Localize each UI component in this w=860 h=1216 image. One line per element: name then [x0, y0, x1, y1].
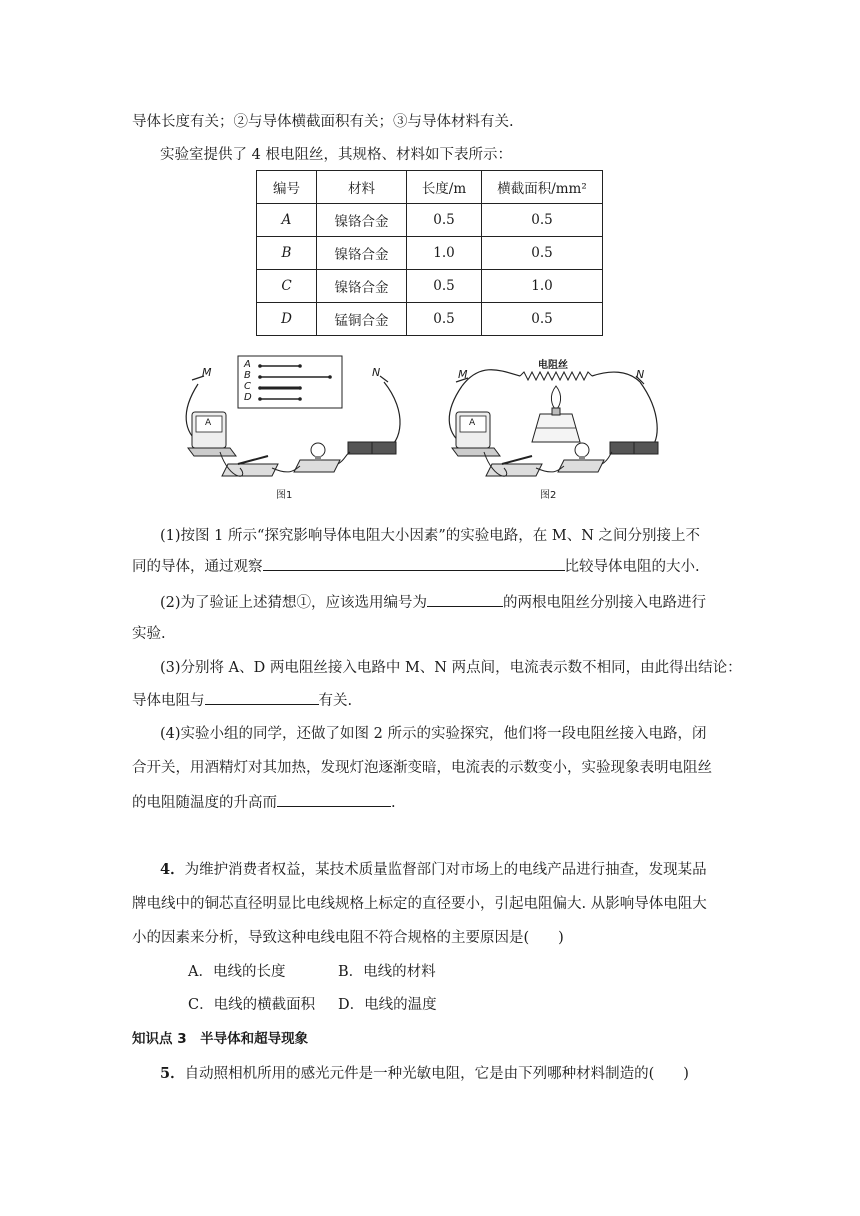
circuit-diagram-1: [180, 352, 420, 502]
table-cell: 镍铬合金: [317, 237, 407, 270]
header-cell: 编号: [257, 171, 317, 204]
question-3-text-a: 导体电阻与: [132, 693, 205, 709]
question-1-line-2: [132, 556, 700, 577]
question-3-line-1: (3)分别将 A、D 两电阻丝接入电路中 M、N 两点间，电流表示数不相同，由此得出结论：: [160, 660, 742, 676]
table-row: [257, 303, 603, 336]
header-cell: 材料: [317, 171, 407, 204]
question-4-line-1: (4)实验小组的同学，还做了如图 2 所示的实验探究，他们将一段电阻丝接入电路，闭: [160, 726, 707, 742]
resistor-label: 电阻丝: [538, 360, 568, 371]
problem-5-text: 自动照相机所用的感光元件是一种光敏电阻，它是由下列哪种材料制造的( ): [184, 1066, 689, 1082]
table-cell: 0.5: [482, 204, 603, 237]
ammeter-label: A: [469, 418, 476, 428]
question-3-line-2: [132, 690, 352, 711]
table-cell: C: [257, 270, 317, 303]
question-1-text-b: 比较导体电阻的大小.: [564, 559, 700, 575]
spec-table: [256, 170, 603, 336]
table-row: [257, 237, 603, 270]
table-cell: 0.5: [482, 237, 603, 270]
problem-4-line-1: [160, 860, 707, 880]
ammeter-label: A: [205, 418, 212, 428]
header-cell: 横截面积/mm²: [482, 171, 603, 204]
wire-label: C: [244, 381, 251, 392]
question-2-line-2: 实验.: [132, 626, 166, 642]
table-row: [257, 204, 603, 237]
option-c[interactable]: C．电线的横截面积: [188, 997, 316, 1013]
wire-label: A: [244, 359, 251, 370]
answer-blank[interactable]: [205, 690, 319, 705]
table-cell: 镍铬合金: [317, 204, 407, 237]
table-cell: 锰铜合金: [317, 303, 407, 336]
question-1-line-1: (1)按图 1 所示“探究影响导体电阻大小因素”的实验电路，在 M、N 之间分别接上不: [160, 528, 701, 544]
option-b[interactable]: B．电线的材料: [338, 964, 436, 980]
option-a[interactable]: A．电线的长度: [188, 964, 286, 980]
option-d[interactable]: D．电线的温度: [338, 997, 437, 1013]
header-cell: 长度/m: [407, 171, 482, 204]
problem-number: 4．: [160, 861, 185, 878]
question-2-text-b: 的两根电阻丝分别接入电路进行: [503, 595, 707, 611]
figure-2: [440, 352, 680, 502]
terminal-m-label: M: [202, 366, 212, 379]
figure-1: [180, 352, 420, 502]
table-cell: 镍铬合金: [317, 270, 407, 303]
problem-number: 5．: [160, 1065, 185, 1082]
problem-4-line-3: 小的因素来分析，导致这种电线电阻不符合规格的主要原因是( ): [132, 930, 564, 946]
table-cell: 1.0: [482, 270, 603, 303]
question-2-line-1: [160, 592, 706, 613]
table-cell: 0.5: [407, 270, 482, 303]
question-4-text-a: 的电阻随温度的升高而: [132, 795, 277, 811]
table-cell: D: [257, 303, 317, 336]
figure-caption: 图2: [540, 490, 557, 501]
question-4-line-2: 合开关，用酒精灯对其加热，发现灯泡逐渐变暗，电流表的示数变小，实验现象表明电阻丝: [132, 760, 712, 776]
answer-blank[interactable]: [427, 592, 503, 607]
question-4-text-b: .: [391, 795, 396, 811]
table-cell: 0.5: [407, 303, 482, 336]
table-cell: 0.5: [407, 204, 482, 237]
terminal-m-label: M: [458, 368, 468, 381]
question-2-text-a: (2)为了验证上述猜想①，应该选用编号为: [160, 595, 428, 611]
options-row-1: [188, 962, 436, 982]
options-row-2: [188, 995, 437, 1015]
table-cell: B: [257, 237, 317, 270]
problem-4-text: 为维护消费者权益，某技术质量监督部门对市场上的电线产品进行抽查，发现某品: [184, 862, 707, 878]
terminal-n-label: N: [636, 368, 645, 381]
table-header-row: [257, 171, 603, 204]
problem-5-line: [160, 1064, 689, 1084]
table-cell: A: [257, 204, 317, 237]
lab-sentence: 实验室提供了 4 根电阻丝，其规格、材料如下表所示：: [160, 147, 512, 163]
figure-caption: 图1: [276, 490, 293, 501]
wire-label: D: [244, 392, 252, 403]
answer-blank[interactable]: [263, 556, 565, 571]
table-row: [257, 270, 603, 303]
table-cell: 1.0: [407, 237, 482, 270]
answer-blank[interactable]: [277, 792, 391, 807]
problem-4-line-2: 牌电线中的铜芯直径明显比电线规格上标定的直径要小，引起电阻偏大. 从影响导体电阻大: [132, 896, 707, 912]
question-4-line-3: [132, 792, 396, 813]
question-1-text-a: 同的导体，通过观察: [132, 559, 263, 575]
wire-label: B: [244, 370, 251, 381]
section-title: 知识点 3 半导体和超导现象: [132, 1031, 309, 1047]
table-cell: 0.5: [482, 303, 603, 336]
hypotheses-line: 导体长度有关；②与导体横截面积有关；③与导体材料有关.: [132, 114, 514, 130]
terminal-n-label: N: [372, 366, 381, 379]
question-3-text-b: 有关.: [318, 693, 353, 709]
